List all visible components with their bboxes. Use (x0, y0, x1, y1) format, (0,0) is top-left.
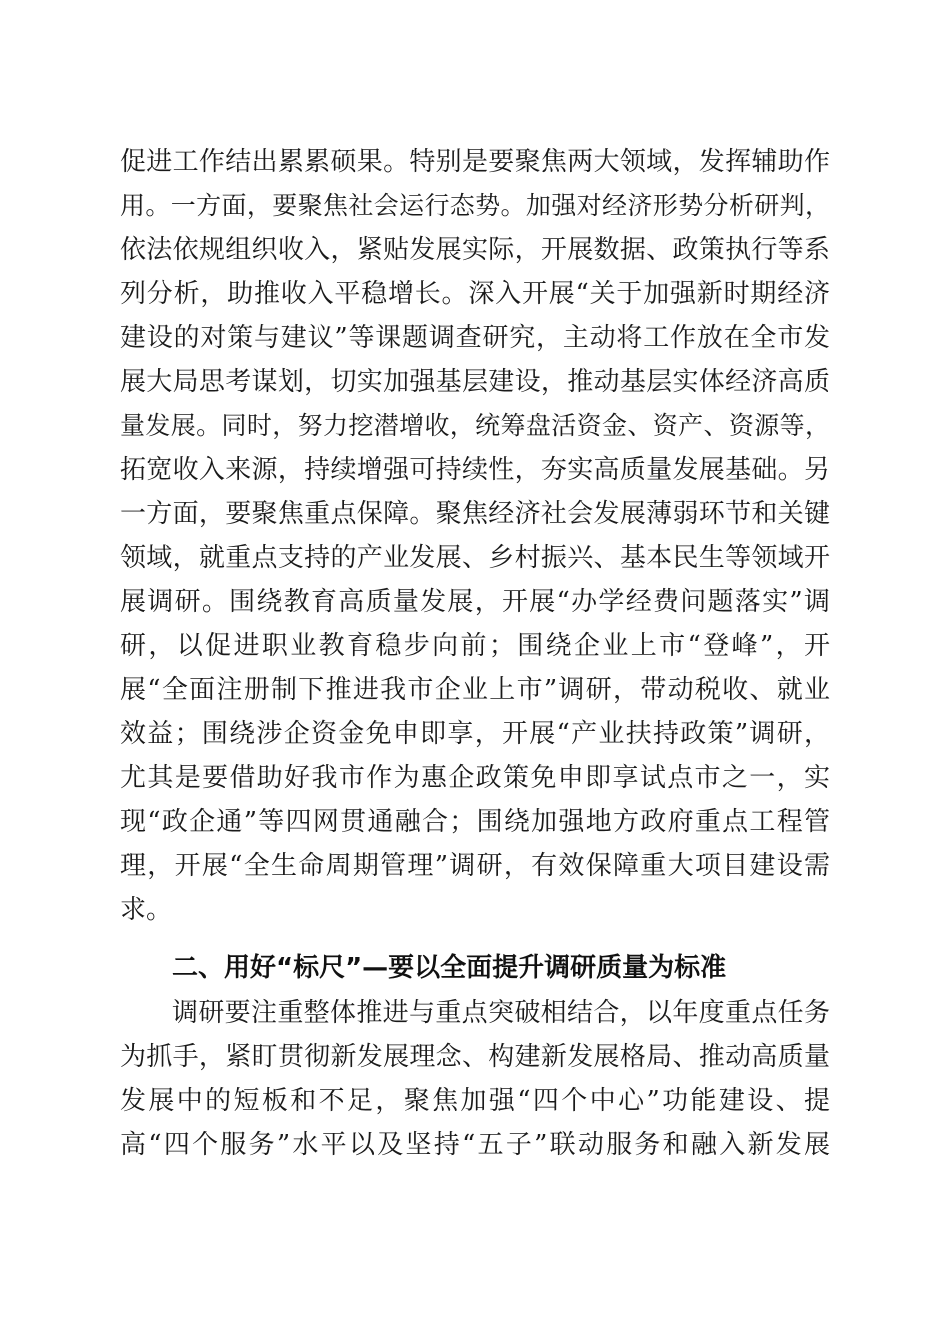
text-line: 发展中的短板和不足，聚焦加强“四个中心”功能建设、提 (120, 1086, 830, 1116)
text-line: 调研要注重整体推进与重点突破相结合，以年度重点任务 (172, 998, 830, 1028)
text-line: 尤其是要借助好我市作为惠企政策免申即享试点市之一，实 (120, 763, 830, 793)
text-line: 促进工作结出累累硕果。特别是要聚焦两大领域，发挥辅助作 (120, 147, 830, 177)
text-line: 列分析，助推收入平稳增长。深入开展“关于加强新时期经济 (120, 279, 830, 309)
text-line: 拓宽收入来源，持续增强可持续性，夯实高质量发展基础。另 (120, 455, 830, 485)
text-line: 建设的对策与建议”等课题调查研究，主动将工作放在全市发 (120, 323, 830, 353)
text-line: 效益；围绕涉企资金免申即享，开展“产业扶持政策”调研， (120, 719, 830, 749)
text-line: 理，开展“全生命周期管理”调研，有效保障重大项目建设需 (120, 851, 830, 881)
text-line: 求。 (120, 895, 173, 925)
text-line: 一方面，要聚焦重点保障。聚焦经济社会发展薄弱环节和关键 (120, 499, 830, 529)
text-line: 量发展。同时，努力挖潜增收，统筹盘活资金、资产、资源等， (120, 411, 830, 440)
text-line: 展大局思考谋划，切实加强基层建设，推动基层实体经济高质 (120, 367, 830, 397)
text-line: 展调研。围绕教育高质量发展，开展“办学经费问题落实”调 (120, 587, 830, 617)
text-line: 现“政企通”等四网贯通融合；围绕加强地方政府重点工程管 (120, 807, 830, 837)
section-heading: 二、用好“标尺”—要以全面提升调研质量为标准 (172, 953, 727, 983)
text-line: 领域，就重点支持的产业发展、乡村振兴、基本民生等领域开 (120, 543, 830, 573)
text-line: 展“全面注册制下推进我市企业上市”调研，带动税收、就业 (120, 675, 830, 705)
text-line: 依法依规组织收入，紧贴发展实际，开展数据、政策执行等系 (120, 235, 830, 265)
text-line: 高“四个服务”水平以及坚持“五子”联动服务和融入新发展 (120, 1130, 830, 1160)
text-line: 为抓手，紧盯贯彻新发展理念、构建新发展格局、推动高质量 (120, 1042, 830, 1072)
text-line: 研，以促进职业教育稳步向前；围绕企业上市“登峰”，开 (120, 631, 830, 661)
text-line: 用。一方面，要聚焦社会运行态势。加强对经济形势分析研判， (120, 191, 830, 220)
